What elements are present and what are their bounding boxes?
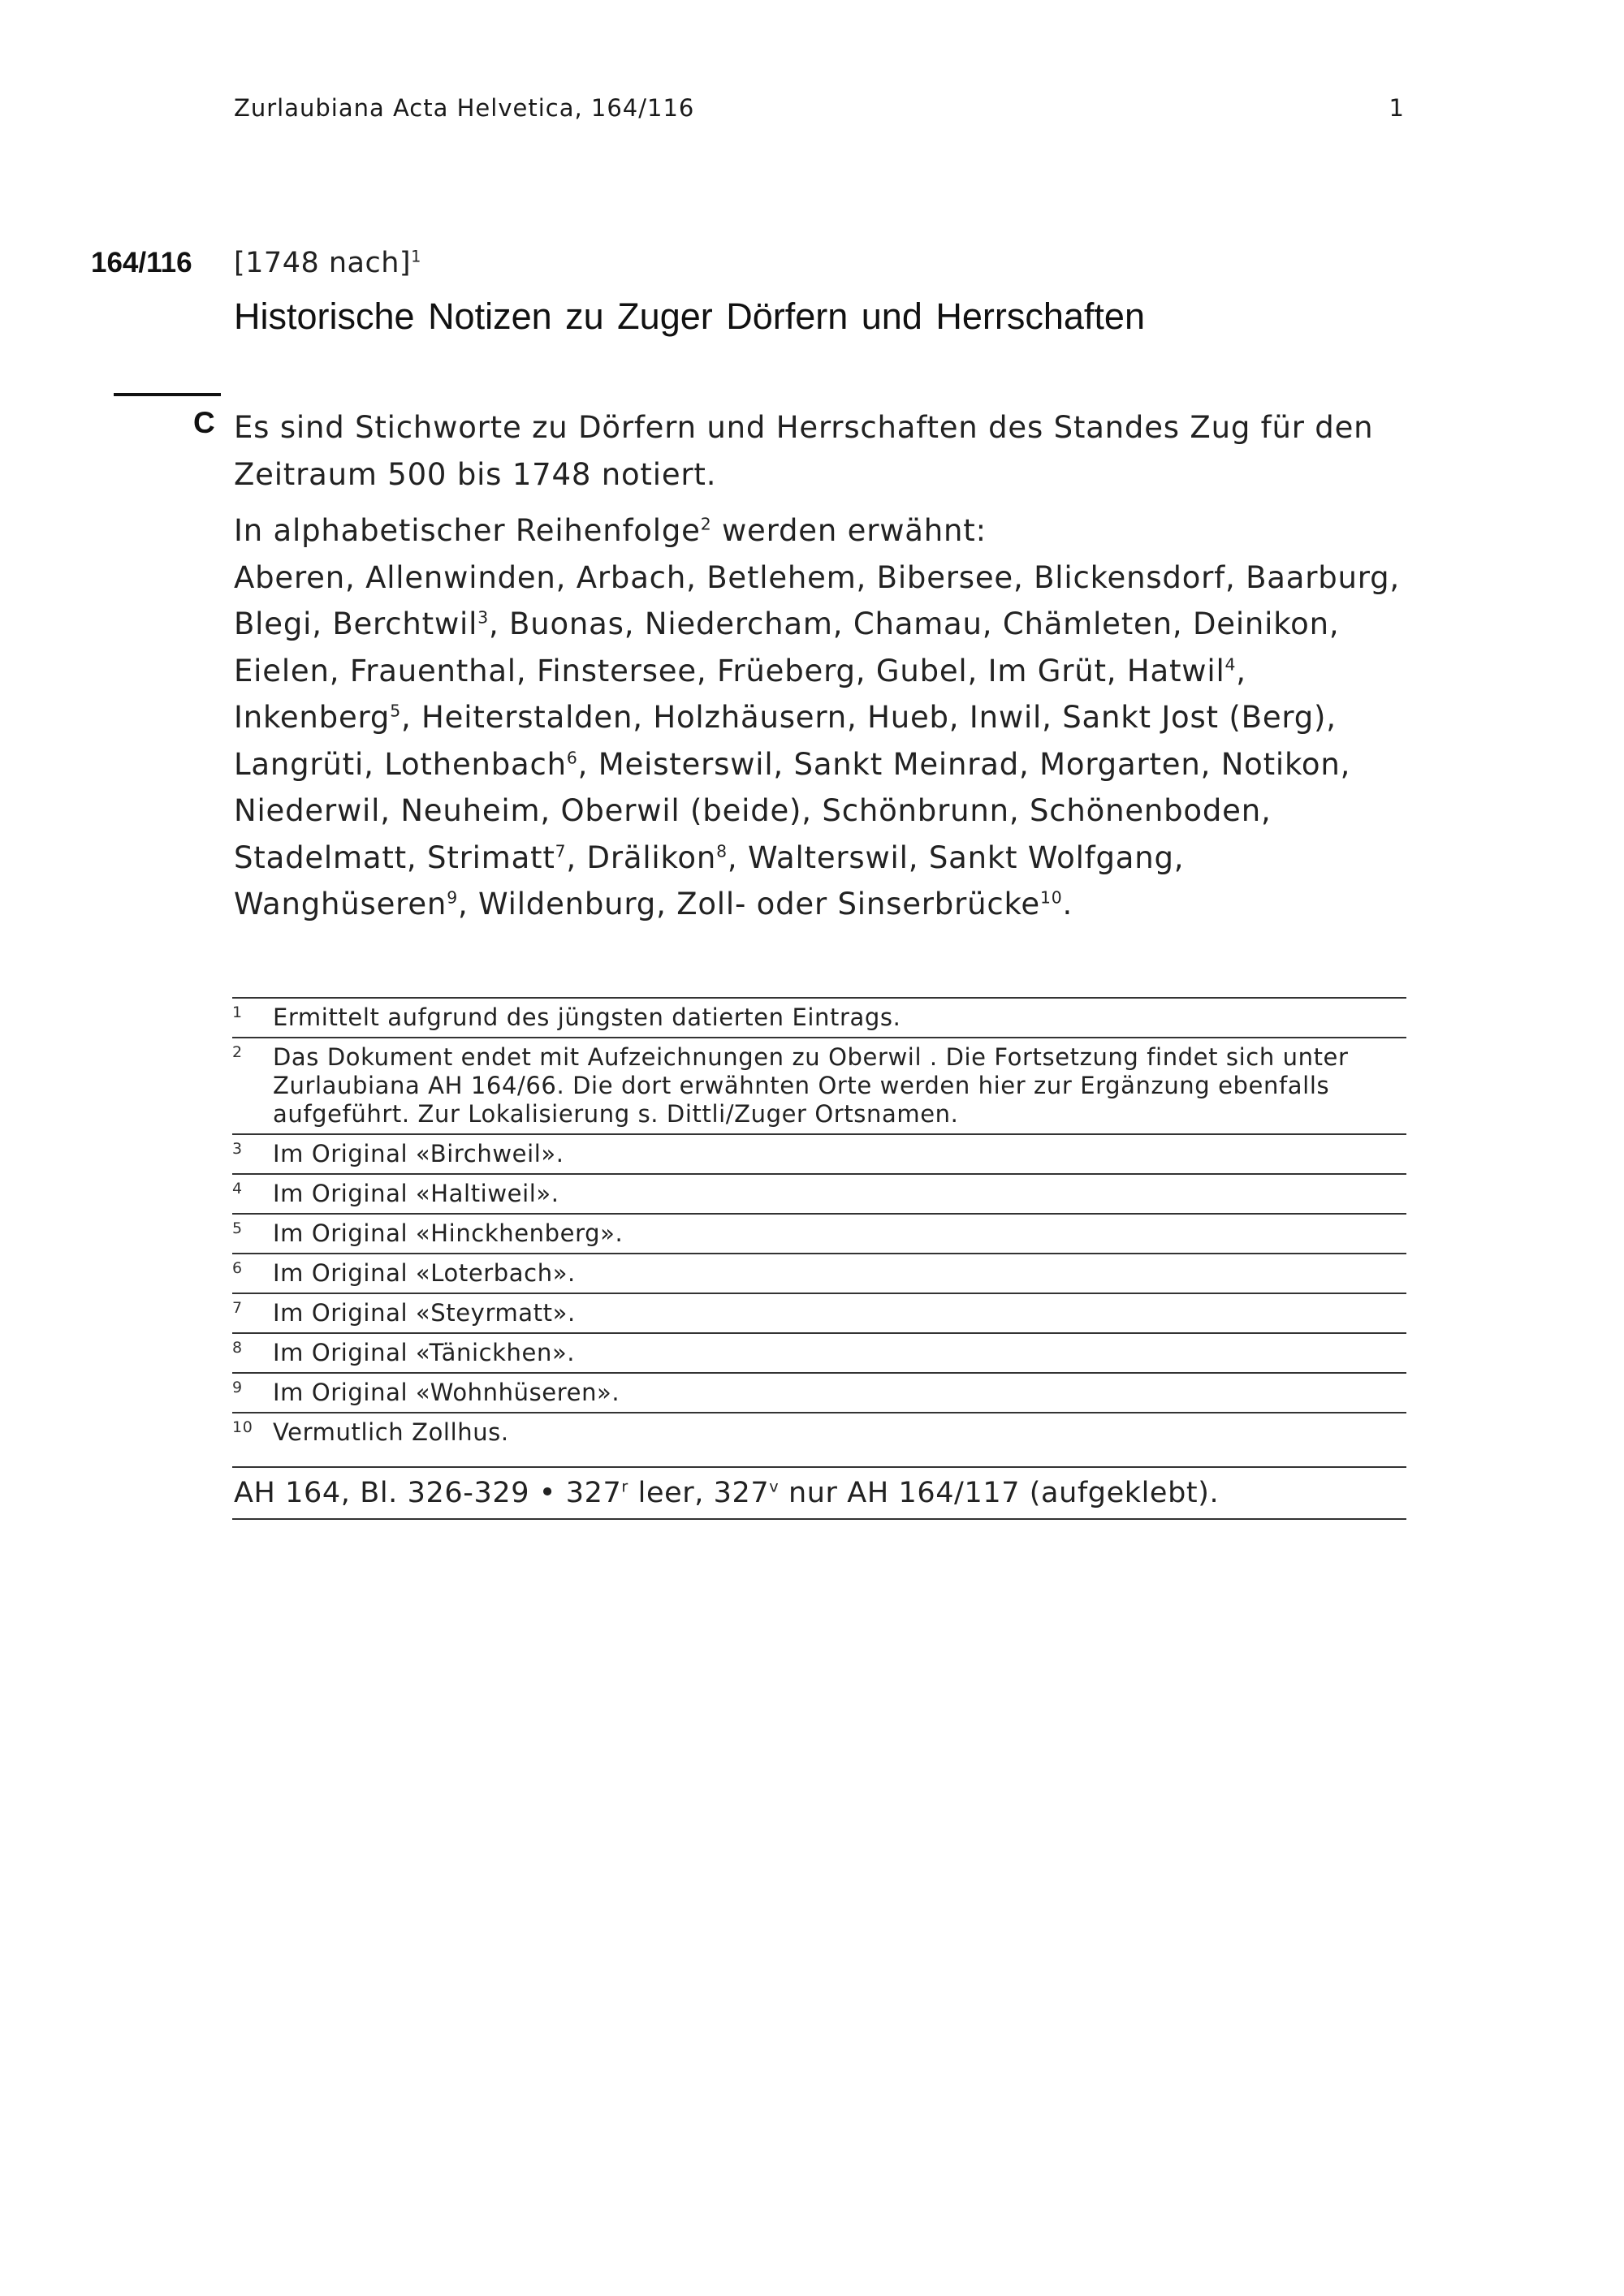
footnote-text: Ermittelt aufgrund des jüngsten datierten Eintrags. <box>273 1003 901 1031</box>
body-paragraph <box>234 507 1419 928</box>
running-title: Zurlaubiana Acta Helvetica, 164/116 <box>234 94 695 122</box>
footnote <box>232 1213 1406 1253</box>
place-list: , Inkenberg <box>234 653 1246 735</box>
footnote-ref[interactable]: 1 <box>411 247 421 266</box>
footnote-number: 4 <box>232 1180 243 1198</box>
footnotes <box>232 997 1406 1520</box>
footnote-number: 9 <box>232 1379 243 1396</box>
footnote-ref[interactable]: 5 <box>390 701 401 721</box>
footnote <box>232 1372 1406 1412</box>
verso-mark: v <box>769 1477 780 1496</box>
footnote <box>232 1133 1406 1173</box>
footnote-text: Das Dokument endet mit Aufzeichnungen zu Oberwil . Die Fortsetzung findet sich unter Zurlaubiana AH 164/66. Die dort erwähnten Orte werden hier zur Ergänzung ebenfalls aufgeführt. Zur Lokalisierung s. Dittli/Zuger Ortsnamen. <box>273 1043 1349 1128</box>
place-list: , Meisterswil, Sankt Meinrad, Morgarten, Notikon, Niederwil, Neuheim, Oberwil (beide), Schönbrunn, Schönenboden, Stadelmatt, Strimatt <box>234 746 1351 875</box>
footnote <box>232 1412 1406 1452</box>
footnote-ref[interactable]: 10 <box>1039 887 1063 908</box>
document-date <box>234 247 421 279</box>
footnote <box>232 1173 1406 1213</box>
footnote-text: Im Original «Loterbach». <box>273 1259 576 1287</box>
source-text: nur AH 164/117 (aufgeklebt). <box>779 1477 1220 1509</box>
footnote-number: 6 <box>232 1259 243 1277</box>
footnote-text: Im Original «Haltiweil». <box>273 1180 559 1207</box>
running-header <box>234 94 1405 122</box>
source-text: leer, 327 <box>628 1477 770 1509</box>
page-number: 1 <box>1389 94 1405 122</box>
footnote-text: Im Original «Tänickhen». <box>273 1339 576 1366</box>
place-list: , Buonas, Niedercham, Chamau, Chämleten, Deinikon, Eielen, Frauenthal, Finstersee, Früeberg, Gubel, Im Grüt, Hatwil <box>234 606 1340 688</box>
footnote <box>232 1332 1406 1372</box>
footnote <box>232 1253 1406 1293</box>
footnote-ref[interactable]: 6 <box>566 748 578 768</box>
place-list: , Drälikon <box>566 839 717 875</box>
margin-rule <box>114 393 221 396</box>
footnote-number: 2 <box>232 1043 243 1061</box>
place-list: . <box>1062 887 1073 921</box>
footnote-ref[interactable]: 3 <box>477 607 489 628</box>
body-text <box>234 404 1419 928</box>
body-paragraph: Es sind Stichworte zu Dörfern und Herrschaften des Standes Zug für den Zeitraum 500 bis 1748 notiert. <box>234 410 1374 492</box>
footnote-ref[interactable]: 7 <box>555 841 567 861</box>
footnote-ref[interactable]: 9 <box>447 887 458 908</box>
intro-text: In alphabetischer Reihenfolge <box>234 513 701 548</box>
place-list: , Wildenburg, Zoll- oder Sinserbrücke <box>457 887 1040 921</box>
margin-letter: C <box>193 406 215 439</box>
footnote-number: 1 <box>232 1003 243 1021</box>
document-number: 164/116 <box>91 247 192 278</box>
footnote-number: 8 <box>232 1339 243 1357</box>
footnote-text: Im Original «Birchweil». <box>273 1140 564 1167</box>
footnote-number: 5 <box>232 1219 243 1237</box>
date-text: [1748 nach] <box>234 247 412 279</box>
place-list: , Heiterstalden, Holzhäusern, Hueb, Inwil, Sankt Jost (Berg), Langrüti, Lothenbach <box>234 700 1337 782</box>
place-list: Aberen, Allenwinden, Arbach, Betlehem, Bibersee, Blickensdorf, Baarburg, Blegi, Berchtwil <box>234 559 1400 641</box>
footnote-text: Im Original «Steyrmatt». <box>273 1299 576 1327</box>
source-reference <box>232 1466 1406 1520</box>
footnote-ref[interactable]: 8 <box>716 841 728 861</box>
footnote-text: Im Original «Hinckhenberg». <box>273 1219 624 1247</box>
footnote-ref[interactable]: 4 <box>1224 654 1237 675</box>
footnote-ref[interactable]: 2 <box>700 514 712 534</box>
footnote <box>232 1037 1406 1133</box>
footnote <box>232 997 1406 1037</box>
footnote-number: 3 <box>232 1140 243 1158</box>
recto-mark: r <box>621 1477 628 1496</box>
footnote-text: Im Original «Wohnhüseren». <box>273 1379 620 1406</box>
footnote <box>232 1293 1406 1332</box>
footnote-number: 10 <box>232 1418 253 1436</box>
footnote-number: 7 <box>232 1299 243 1317</box>
intro-text-end: werden erwähnt: <box>711 513 987 548</box>
document-title: Historische Notizen zu Zuger Dörfern und Herrschaften <box>234 296 1145 337</box>
source-text: AH 164, Bl. 326-329 • 327 <box>234 1477 622 1509</box>
footnote-text: Vermutlich Zollhus. <box>273 1418 509 1446</box>
place-list: , Walterswil, Sankt Wolfgang, Wanghüseren <box>234 839 1185 921</box>
